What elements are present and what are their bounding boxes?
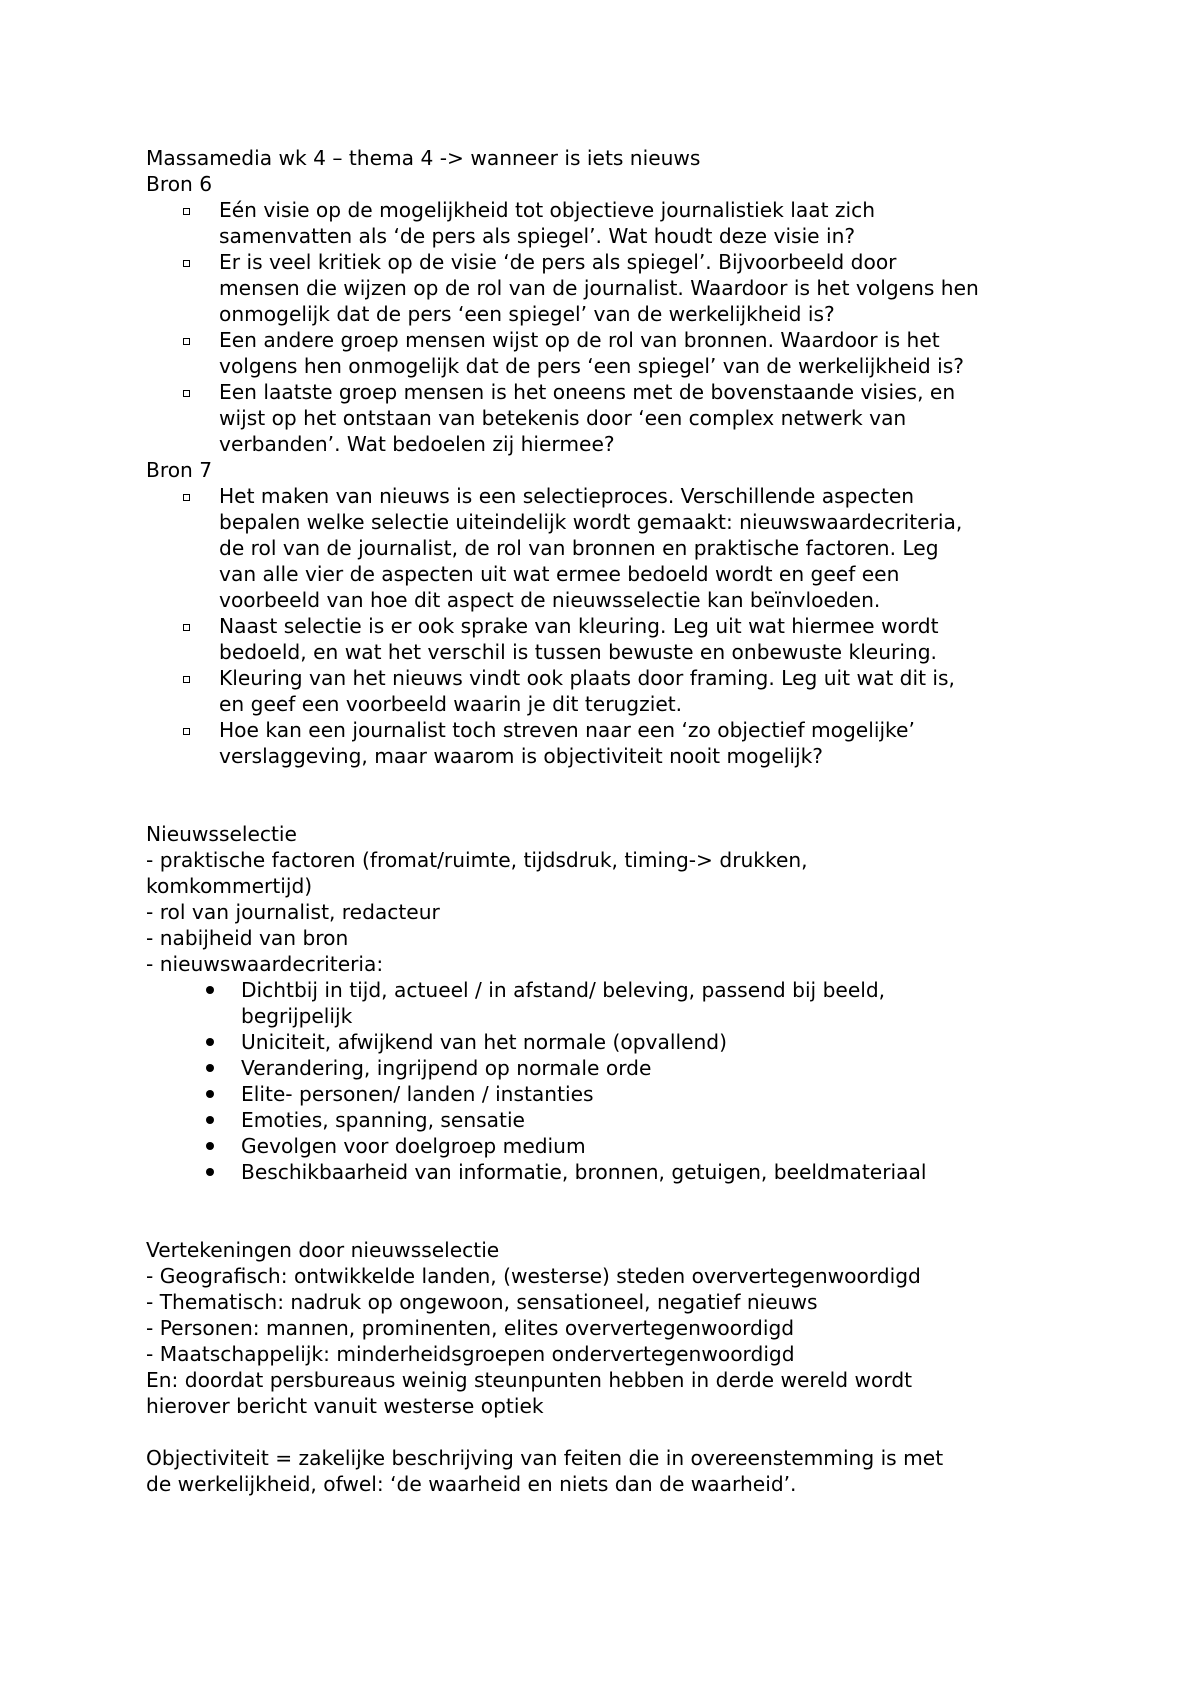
spacer [146, 1419, 1076, 1445]
bron7-question: Het maken van nieuws is een selectieproces. Verschillende aspecten bepalen welke selectie uiteindelijk wordt gemaakt: nieuwswaardecriteria, de rol van de journalist, de rol van bronnen en praktische factoren. Leg van alle vier de aspecten uit wat ermee bedoeld wordt en geef een voorbeeld van hoe dit aspect de nieuwsselectie kan beïnvloeden. [146, 483, 1076, 613]
bron7-question: Naast selectie is er ook sprake van kleuring. Leg uit wat hiermee wordt bedoeld, en wat het verschil is tussen bewuste en onbewuste kleuring. [146, 613, 1076, 665]
vertekeningen-line: - Personen: mannen, prominenten, elites oververtegenwoordigd [146, 1316, 795, 1340]
bullet-dot-icon [206, 1090, 214, 1098]
square-bullet-icon [183, 494, 190, 501]
vertekeningen-line: - Geografisch: ontwikkelde landen, (westerse) steden oververtegenwoordigd [146, 1264, 921, 1288]
bullet-dot-icon [206, 986, 214, 994]
bullet-dot-icon [206, 1168, 214, 1176]
vertekeningen-line: - Thematisch: nadruk op ongewoon, sensationeel, negatief nieuws [146, 1290, 818, 1314]
bron6-question: Eén visie op de mogelijkheid tot objectieve journalistiek laat zich samenvatten als ‘de pers als spiegel’. Wat houdt deze visie in? [146, 197, 1076, 249]
vertekeningen-line: - Maatschappelijk: minderheidsgroepen ondervertegenwoordigd [146, 1342, 795, 1366]
bullet-dot-icon [206, 1116, 214, 1124]
square-bullet-icon [183, 260, 190, 267]
vertekeningen-line: En: doordat persbureaus weinig steunpunten hebben in derde wereld wordt hierover bericht vanuit westerse optiek [146, 1368, 913, 1418]
criteria-item: Beschikbaarheid van informatie, bronnen, getuigen, beeldmateriaal [146, 1159, 1076, 1185]
criteria-item: Gevolgen voor doelgroep medium [146, 1133, 1076, 1159]
nieuwsselectie-line: - nabijheid van bron [146, 926, 349, 950]
bron7-question-list [146, 483, 1076, 769]
square-bullet-icon [183, 624, 190, 631]
bron6-heading: Bron 6 [146, 172, 213, 196]
nieuwsselectie-line: - nieuwswaardecriteria: [146, 952, 384, 976]
spacer [146, 769, 1076, 821]
bullet-dot-icon [206, 1064, 214, 1072]
square-bullet-icon [183, 728, 190, 735]
bron6-question-list [146, 197, 1076, 457]
bron6-question: Er is veel kritiek op de visie ‘de pers als spiegel’. Bijvoorbeeld door mensen die wijzen op de rol van de journalist. Waardoor is het volgens hen onmogelijk dat de pers ‘een spiegel’ van de werkelijkheid is? [146, 249, 1076, 327]
bron7-question: Kleuring van het nieuws vindt ook plaats door framing. Leg uit wat dit is, en geef een voorbeeld waarin je dit terugziet. [146, 665, 1076, 717]
bullet-dot-icon [206, 1142, 214, 1150]
spacer [146, 1185, 1076, 1237]
criteria-item: Emoties, spanning, sensatie [146, 1107, 1076, 1133]
vertekeningen-heading: Vertekeningen door nieuwsselectie [146, 1238, 500, 1262]
bron7-heading: Bron 7 [146, 458, 213, 482]
bron6-question: Een andere groep mensen wijst op de rol van bronnen. Waardoor is het volgens hen onmogelijk dat de pers ‘een spiegel’ van de werkelijkheid is? [146, 327, 1076, 379]
objectiviteit-definition: Objectiviteit = zakelijke beschrijving van feiten die in overeenstemming is met de werkelijkheid, ofwel: ‘de waarheid en niets dan de waarheid’. [146, 1446, 944, 1496]
nieuwsselectie-line: - rol van journalist, redacteur [146, 900, 440, 924]
nieuwsselectie-heading: Nieuwsselectie [146, 822, 297, 846]
bron7-question: Hoe kan een journalist toch streven naar een ‘zo objectief mogelijke’ verslaggeving, maar waarom is objectiviteit nooit mogelijk? [146, 717, 1076, 769]
bron6-question: Een laatste groep mensen is het oneens met de bovenstaande visies, en wijst op het ontstaan van betekenis door ‘een complex netwerk van verbanden’. Wat bedoelen zij hiermee? [146, 379, 1076, 457]
criteria-list [146, 977, 1076, 1185]
document-title: Massamedia wk 4 – thema 4 -> wanneer is iets nieuws [146, 146, 701, 170]
criteria-item: Dichtbij in tijd, actueel / in afstand/ beleving, passend bij beeld, begrijpelijk [146, 977, 1076, 1029]
square-bullet-icon [183, 208, 190, 215]
square-bullet-icon [183, 338, 190, 345]
criteria-item: Verandering, ingrijpend op normale orde [146, 1055, 1076, 1081]
square-bullet-icon [183, 676, 190, 683]
document-body [146, 145, 1076, 1497]
criteria-item: Elite- personen/ landen / instanties [146, 1081, 1076, 1107]
square-bullet-icon [183, 390, 190, 397]
bullet-dot-icon [206, 1038, 214, 1046]
criteria-item: Uniciteit, afwijkend van het normale (opvallend) [146, 1029, 1076, 1055]
nieuwsselectie-line: - praktische factoren (fromat/ruimte, tijdsdruk, timing-> drukken, komkommertijd) [146, 848, 808, 898]
